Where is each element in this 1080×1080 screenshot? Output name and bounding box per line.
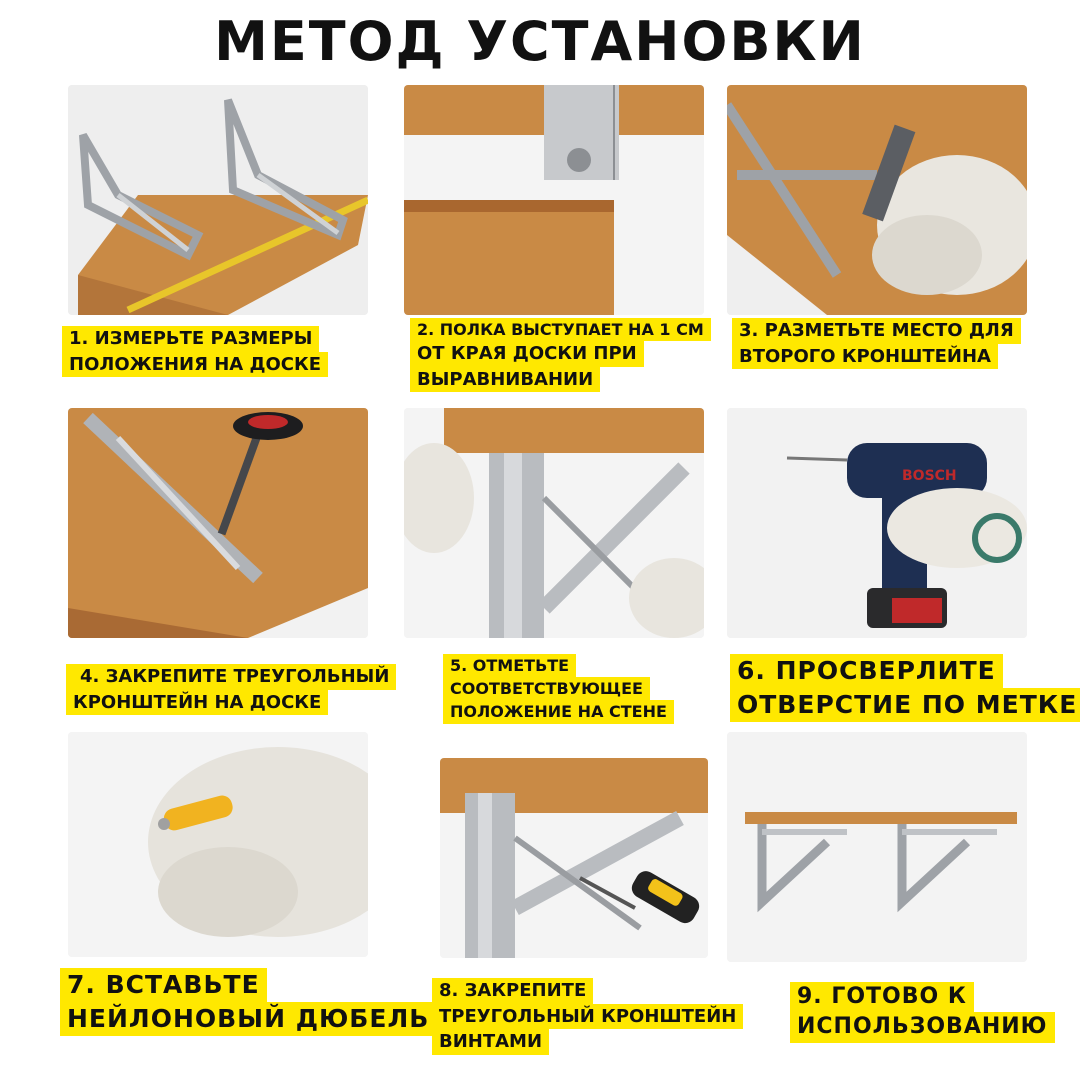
caption-line: 1. ИЗМЕРЬТЕ РАЗМЕРЫ bbox=[62, 326, 319, 352]
caption-line: НЕЙЛОНОВЫЙ ДЮБЕЛЬ bbox=[60, 1002, 436, 1036]
step-1-caption bbox=[62, 326, 328, 377]
caption-line: 2. ПОЛКА ВЫСТУПАЕТ НА 1 СМ bbox=[410, 318, 711, 341]
caption-line: ИСПОЛЬЗОВАНИЮ bbox=[790, 1012, 1055, 1042]
caption-line: 8. ЗАКРЕПИТЕ bbox=[432, 978, 593, 1004]
caption-line: 5. ОТМЕТЬТЕ bbox=[443, 654, 576, 677]
step-7-photo bbox=[68, 732, 368, 957]
caption-line: ВИНТАМИ bbox=[432, 1029, 549, 1055]
step-9-photo bbox=[727, 732, 1027, 962]
step-8-photo bbox=[440, 758, 708, 958]
step-8-caption bbox=[432, 978, 743, 1055]
caption-line: 6. ПРОСВЕРЛИТЕ bbox=[730, 654, 1003, 688]
caption-line: ПОЛОЖЕНИЯ НА ДОСКЕ bbox=[62, 352, 328, 378]
step-9-caption bbox=[790, 982, 1055, 1043]
step-5-photo bbox=[404, 408, 704, 638]
step-6-caption bbox=[730, 654, 1080, 722]
caption-line: 3. РАЗМЕТЬТЕ МЕСТО ДЛЯ bbox=[732, 318, 1021, 344]
bosch-logo: BOSCH bbox=[902, 468, 957, 484]
caption-line: КРОНШТЕЙН НА ДОСКЕ bbox=[66, 690, 328, 716]
step-2-photo bbox=[404, 85, 704, 315]
caption-line: ОТВЕРСТИЕ ПО МЕТКЕ bbox=[730, 688, 1080, 722]
caption-line: ВЫРАВНИВАНИИ bbox=[410, 367, 600, 393]
caption-line: 4. ЗАКРЕПИТЕ ТРЕУГОЛЬНЫЙ bbox=[66, 664, 396, 690]
step-7-caption bbox=[60, 968, 436, 1036]
step-3-caption bbox=[732, 318, 1021, 369]
step-5-caption bbox=[443, 654, 674, 724]
caption-line: СООТВЕТСТВУЮЩЕЕ bbox=[443, 677, 650, 700]
step-2-caption bbox=[410, 318, 711, 392]
caption-line: ВТОРОГО КРОНШТЕЙНА bbox=[732, 344, 998, 370]
step-4-caption bbox=[66, 664, 396, 715]
caption-line: 7. ВСТАВЬТЕ bbox=[60, 968, 267, 1002]
caption-line: ПОЛОЖЕНИЕ НА СТЕНЕ bbox=[443, 700, 674, 723]
step-6-photo bbox=[727, 408, 1027, 638]
step-4-photo bbox=[68, 408, 368, 638]
step-1-photo bbox=[68, 85, 368, 315]
page-title: МЕТОД УСТАНОВКИ bbox=[214, 10, 866, 73]
caption-line: 9. ГОТОВО К bbox=[790, 982, 974, 1012]
caption-line: ТРЕУГОЛЬНЫЙ КРОНШТЕЙН bbox=[432, 1004, 743, 1030]
step-3-photo bbox=[727, 85, 1027, 315]
caption-line: ОТ КРАЯ ДОСКИ ПРИ bbox=[410, 341, 644, 367]
